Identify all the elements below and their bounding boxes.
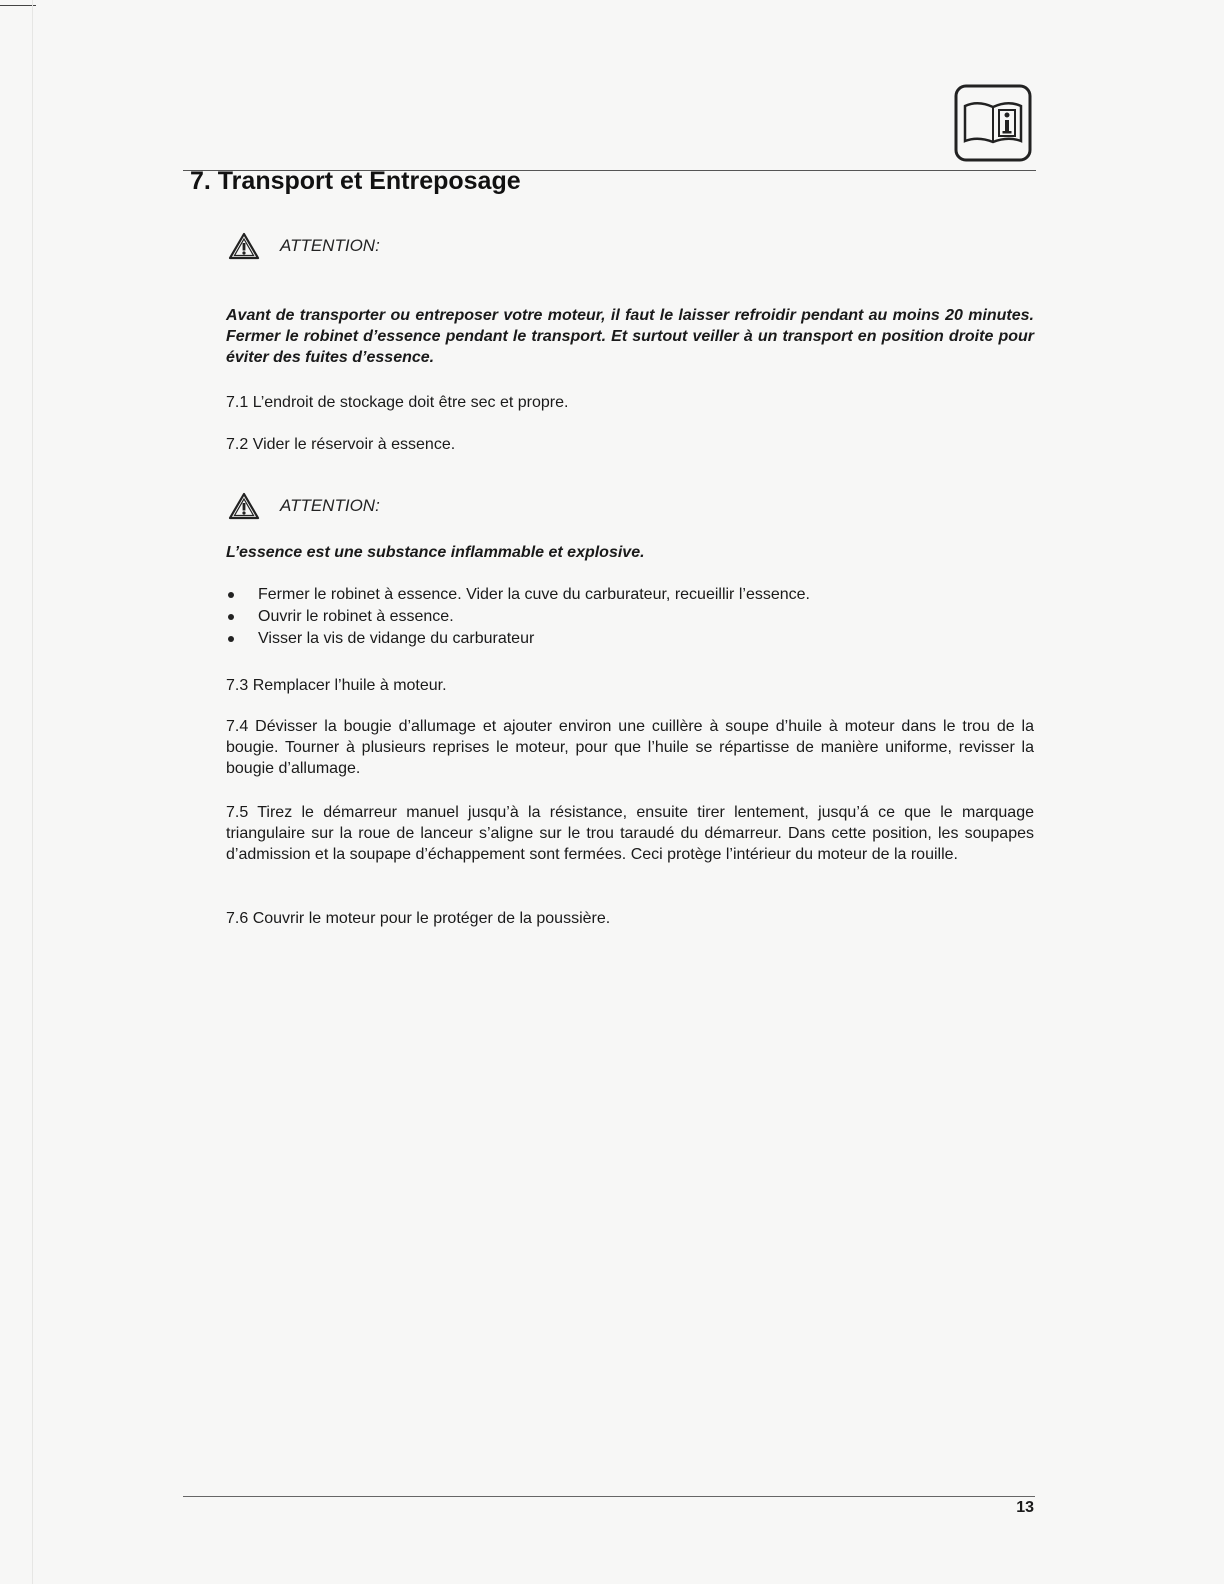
list-item xyxy=(226,628,1034,650)
page-number: 13 xyxy=(1016,1499,1034,1516)
warning-text-2: L’essence est une substance inflammable et explosive. xyxy=(226,544,645,561)
manual-info-icon xyxy=(954,84,1032,162)
list-item-text: Fermer le robinet à essence. Vider la cuve du carburateur, recueillir l’essence. xyxy=(258,586,810,603)
bullet-dot xyxy=(228,592,234,598)
step-7-1: 7.1 L’endroit de stockage doit être sec et propre. xyxy=(226,394,569,411)
warning-header-2 xyxy=(228,492,380,520)
warning-triangle-icon xyxy=(228,492,260,520)
warning-triangle-icon xyxy=(228,232,260,260)
warning-text-1: Avant de transporter ou entreposer votre moteur, il faut le laisser refroidir pendant au moins 20 minutes. Fermer le robinet d’essence pendant le transport. Et surtout veiller à un transport en position droite pour éviter des fuites d’essence. xyxy=(226,307,1034,366)
scan-edge-mark xyxy=(0,5,36,6)
step-7-2: 7.2 Vider le réservoir à essence. xyxy=(226,436,456,453)
step-7-5: 7.5 Tirez le démarreur manuel jusqu’à la résistance, ensuite tirer lentement, jusqu’á ce que le marquage triangulaire sur la roue de lanceur s’aligne sur le trou taraudé du démarreur. Dans cette position, les soupapes d’admission et la soupape d’échappement sont fermées. Ceci protège l’intérieur du moteur de la rouille. xyxy=(226,804,1034,863)
list-item-text: Visser la vis de vidange du carburateur xyxy=(258,630,535,647)
scan-edge-shadow xyxy=(32,0,33,1584)
bullet-dot xyxy=(228,636,234,642)
list-item xyxy=(226,584,1034,606)
warning-header-1 xyxy=(228,232,380,260)
step-7-4: 7.4 Dévisser la bougie d’allumage et ajouter environ une cuillère à soupe d’huile à moteur dans le trou de la bougie. Tourner à plusieurs reprises le moteur, pour que l’huile se répartisse de manière uniforme, revisser la bougie d’allumage. xyxy=(226,718,1034,777)
warning-label: ATTENTION: xyxy=(280,496,380,515)
warning-label: ATTENTION: xyxy=(280,236,380,255)
section-title: 7. Transport et Entreposage xyxy=(190,167,521,195)
footer-rule xyxy=(183,1496,1035,1497)
list-item xyxy=(226,606,1034,628)
step-7-3: 7.3 Remplacer l’huile à moteur. xyxy=(226,677,447,694)
bullet-dot xyxy=(228,614,234,620)
step-7-6: 7.6 Couvrir le moteur pour le protéger de la poussière. xyxy=(226,910,611,927)
bullet-list xyxy=(226,584,1034,650)
list-item-text: Ouvrir le robinet à essence. xyxy=(258,608,454,625)
